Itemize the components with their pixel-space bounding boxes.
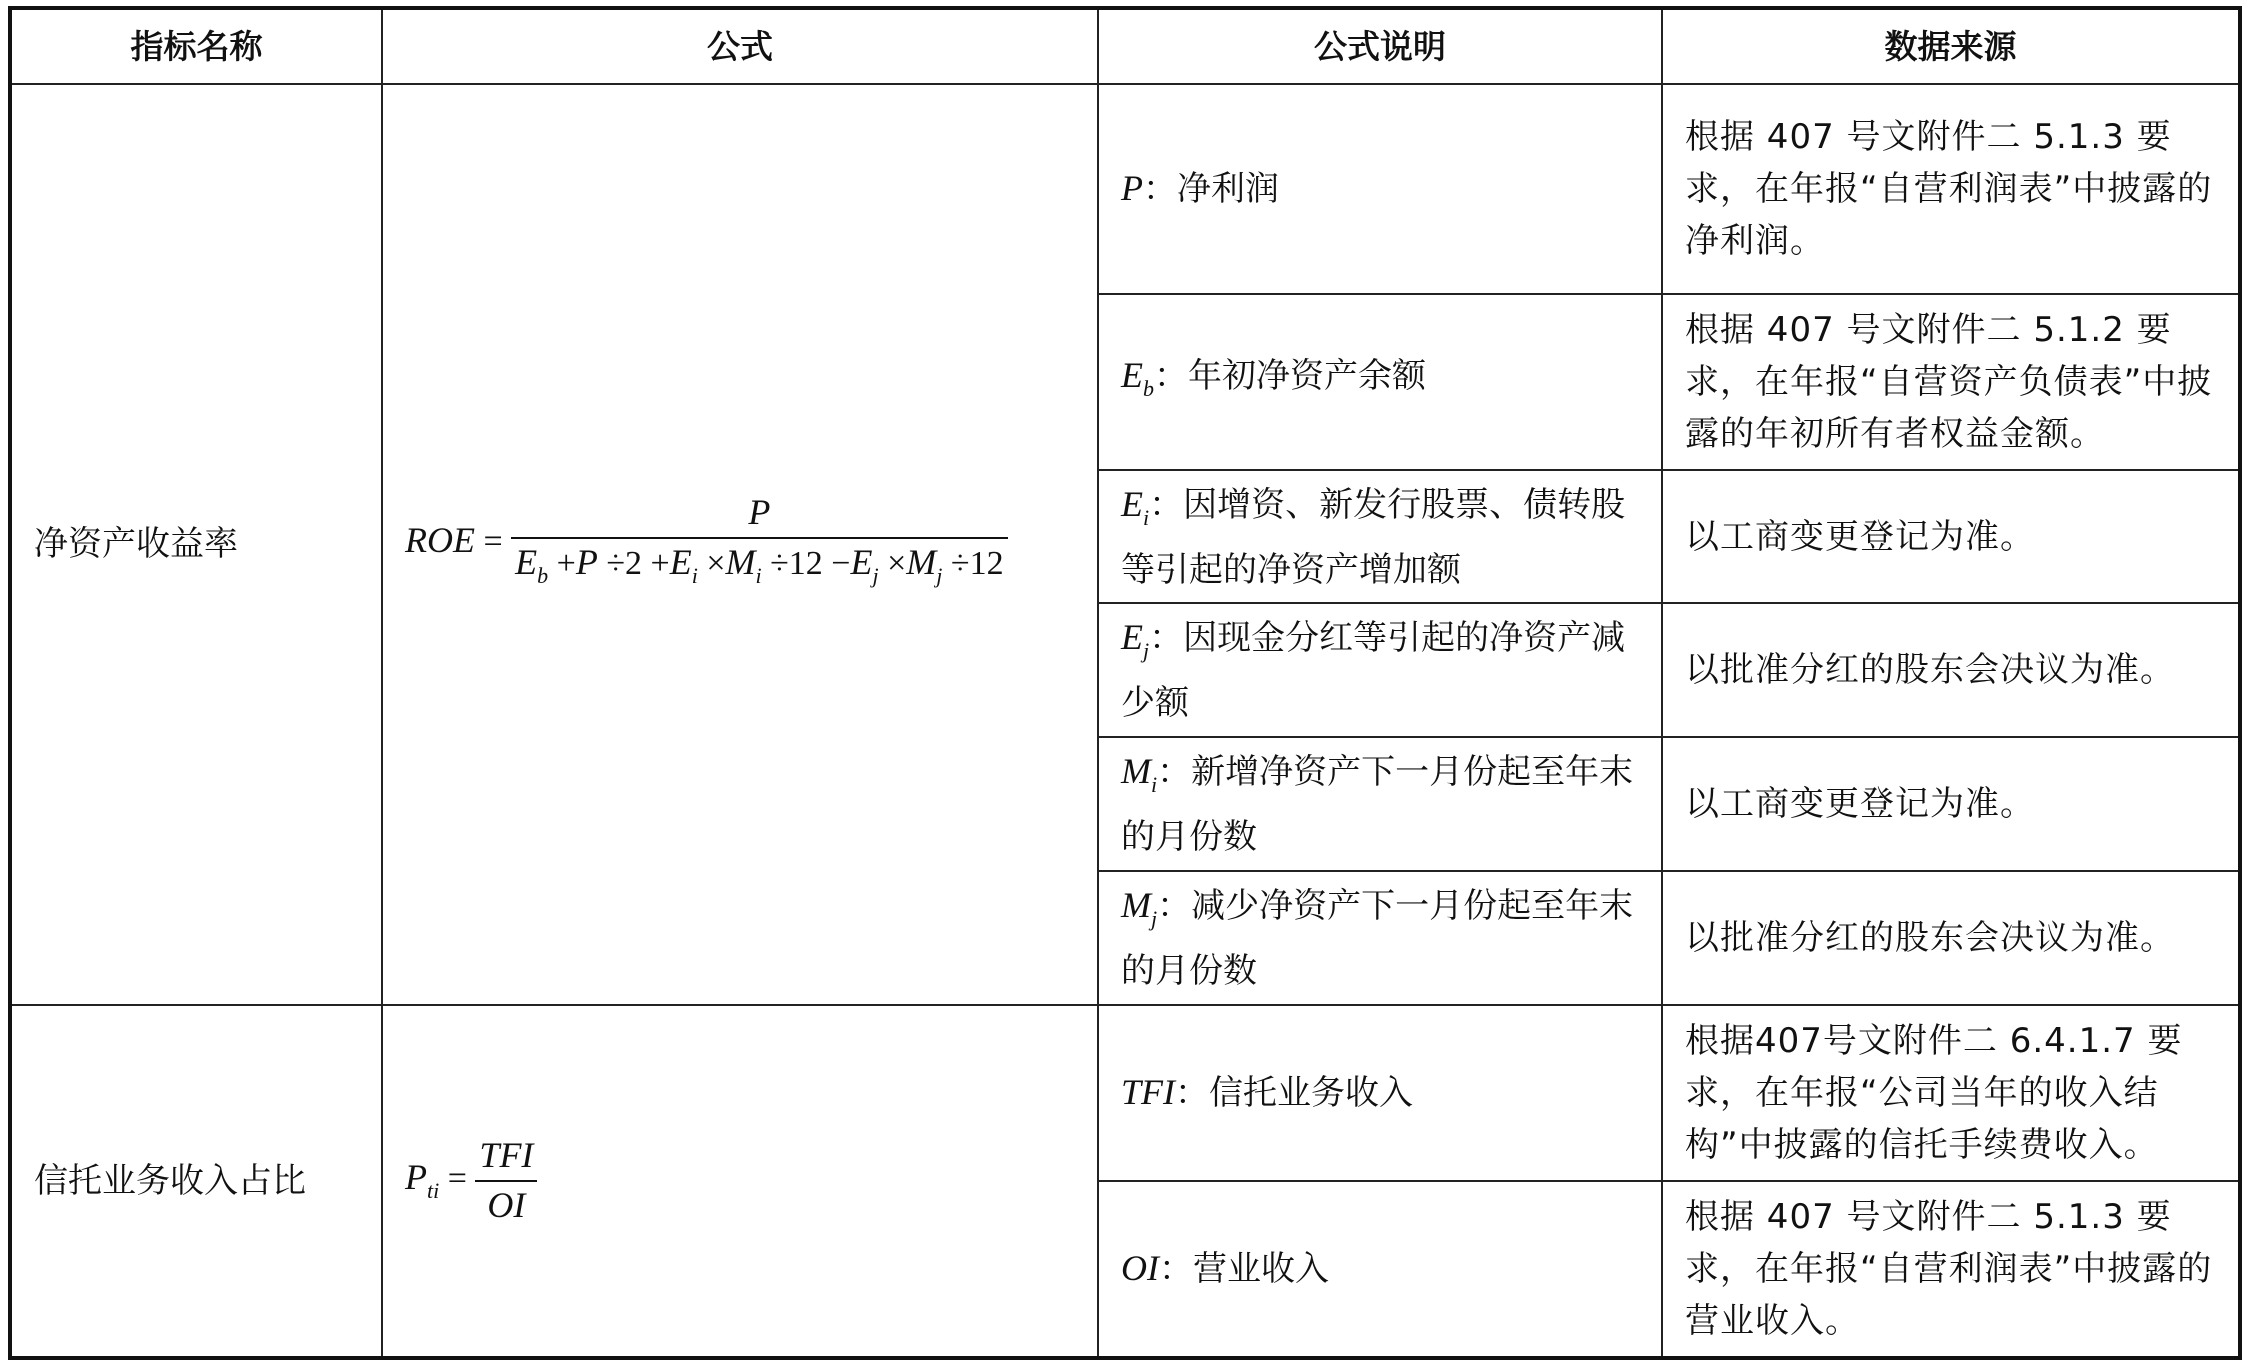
formula-explanation xyxy=(1098,84,1662,294)
explanation-text: ：因增资、新发行股票、债转股等引起的净资产增加额 xyxy=(1121,484,1626,590)
indicator-name: 信托业务收入占比 xyxy=(10,1005,382,1358)
variable-subscript: i xyxy=(755,563,762,589)
header-formula: 公式 xyxy=(382,8,1098,84)
variable-symbol: P xyxy=(1121,168,1143,209)
math-variable xyxy=(1121,1249,1159,1289)
formula-explanation xyxy=(1098,294,1662,470)
variable-subscript: b xyxy=(1143,375,1154,401)
variable-symbol: P xyxy=(405,1156,427,1197)
variable-symbol: ROE xyxy=(405,520,475,561)
formula-explanation xyxy=(1098,603,1662,737)
variable-symbol: OI xyxy=(487,1184,526,1225)
math-variable xyxy=(479,1134,534,1175)
variable-subscript: ti xyxy=(427,1177,440,1203)
equals-sign: = xyxy=(474,523,512,561)
variable-symbol: E xyxy=(1121,354,1143,395)
variable-subscript: j xyxy=(1151,905,1158,931)
math-variable xyxy=(1121,354,1154,401)
variable-subscript: j xyxy=(936,563,943,589)
explanation-text: ：减少净资产下一月份起至年末的月份数 xyxy=(1121,885,1634,991)
formula-cell xyxy=(382,1005,1098,1358)
explanation-text: ：新增净资产下一月份起至年末的月份数 xyxy=(1121,752,1634,857)
variable-subscript: i xyxy=(1151,772,1158,797)
formula-explanation xyxy=(1098,470,1662,604)
fraction-denominator xyxy=(475,1182,537,1230)
operator-text: × xyxy=(878,545,907,583)
formula-explanation xyxy=(1098,1181,1662,1358)
explanation-text: ：净利润 xyxy=(1143,169,1279,210)
variable-symbol: TFI xyxy=(479,1134,534,1175)
variable-symbol: M xyxy=(906,542,937,583)
math-variable xyxy=(1121,1073,1175,1113)
formula-explanation xyxy=(1098,737,1662,871)
variable-subscript: j xyxy=(872,563,879,589)
equals-sign: = xyxy=(439,1159,476,1197)
math-variable xyxy=(405,520,475,561)
math-variable xyxy=(1121,751,1158,797)
header-indicator-name: 指标名称 xyxy=(10,8,382,84)
math-variable xyxy=(515,542,549,589)
formula-explanation xyxy=(1098,1005,1662,1181)
variable-symbol: E xyxy=(1121,617,1143,658)
variable-symbol: TFI xyxy=(1121,1072,1175,1113)
variable-subscript: j xyxy=(1143,638,1150,664)
variable-symbol: M xyxy=(1121,751,1151,791)
variable-subscript: i xyxy=(691,563,698,589)
variable-symbol: OI xyxy=(1121,1248,1159,1289)
fraction-denominator xyxy=(511,539,1007,599)
math-variable xyxy=(1121,169,1143,209)
operator-text: ÷12 − xyxy=(761,545,851,583)
math-variable xyxy=(1121,617,1150,664)
math-variable xyxy=(575,542,598,583)
data-source: 以批准分红的股东会决议为准。 xyxy=(1662,871,2240,1005)
explanation-text: ：年初净资产余额 xyxy=(1154,355,1426,396)
variable-symbol: P xyxy=(575,542,598,583)
table-body xyxy=(10,84,2240,1358)
data-source: 以工商变更登记为准。 xyxy=(1662,470,2240,604)
table-row xyxy=(10,84,2240,294)
math-variable xyxy=(748,492,771,533)
fraction xyxy=(475,1132,537,1230)
formula-explanation xyxy=(1098,871,1662,1005)
explanation-text: ：信托业务收入 xyxy=(1175,1073,1413,1114)
fraction-numerator xyxy=(511,489,1007,539)
operator-text: ÷2 + xyxy=(597,545,670,583)
variable-symbol: E xyxy=(850,542,873,583)
fraction-numerator xyxy=(475,1132,537,1182)
variable-subscript: b xyxy=(537,563,549,589)
indicator-name: 净资产收益率 xyxy=(10,84,382,1005)
formula-expression xyxy=(405,1134,537,1225)
math-variable xyxy=(906,542,943,589)
operator-text: × xyxy=(697,545,726,583)
operator-text: + xyxy=(548,545,576,583)
math-variable xyxy=(1121,483,1150,530)
math-variable xyxy=(405,1156,440,1203)
data-source: 以批准分红的股东会决议为准。 xyxy=(1662,603,2240,737)
math-variable xyxy=(725,542,762,589)
data-source: 以工商变更登记为准。 xyxy=(1662,737,2240,871)
explanation-text: ：营业收入 xyxy=(1159,1249,1329,1290)
variable-subscript: i xyxy=(1143,504,1150,530)
header-data-source: 数据来源 xyxy=(1662,8,2240,84)
header-formula-explanation: 公式说明 xyxy=(1098,8,1662,84)
explanation-text: ：因现金分红等引起的净资产减少额 xyxy=(1121,618,1626,724)
data-source: 根据 407 号文附件二 5.1.3 要求，在年报“自营利润表”中披露的营业收入。 xyxy=(1662,1181,2240,1358)
math-variable xyxy=(669,542,698,589)
formula-expression xyxy=(405,492,1008,589)
data-source: 根据407号文附件二 6.4.1.7 要求，在年报“公司当年的收入结构”中披露的信托手续费收入。 xyxy=(1662,1005,2240,1181)
operator-text: ÷12 xyxy=(942,545,1004,583)
math-variable xyxy=(487,1184,526,1225)
variable-symbol: P xyxy=(748,492,771,533)
header-row xyxy=(10,8,2240,84)
variable-symbol: M xyxy=(1121,884,1151,925)
formula-cell xyxy=(382,84,1098,1005)
variable-symbol: E xyxy=(669,542,692,583)
variable-symbol: M xyxy=(725,542,756,583)
math-variable xyxy=(1121,884,1158,931)
data-source: 根据 407 号文附件二 5.1.2 要求，在年报“自营资产负债表”中披露的年初所有者权益金额。 xyxy=(1662,294,2240,470)
table-row xyxy=(10,1005,2240,1181)
data-source: 根据 407 号文附件二 5.1.3 要求，在年报“自营利润表”中披露的净利润。 xyxy=(1662,84,2240,294)
variable-symbol: E xyxy=(515,542,538,583)
indicator-table xyxy=(8,6,2242,1360)
fraction xyxy=(511,489,1007,599)
math-variable xyxy=(850,542,879,589)
variable-symbol: E xyxy=(1121,483,1143,524)
